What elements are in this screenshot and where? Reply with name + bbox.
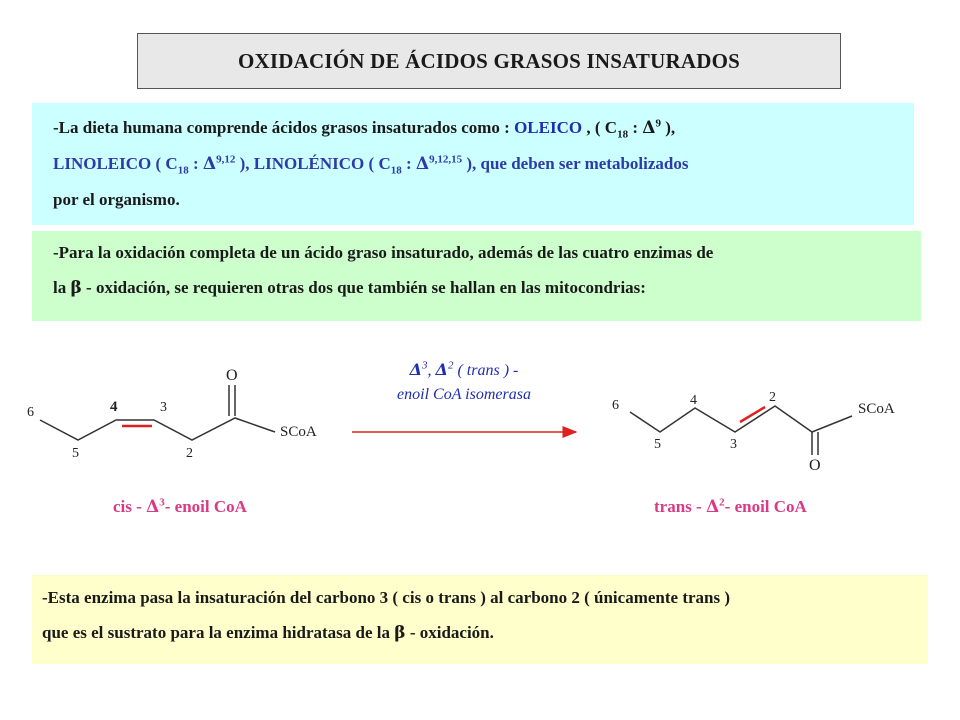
linolenico-label: LINOLÉNICO xyxy=(253,154,365,173)
oxidation-line-1: -Para la oxidación completa de un ácido graso insaturado, además de las cuatro enzimas de xyxy=(53,243,714,262)
left-molecule xyxy=(40,385,275,440)
right-atom-5: 5 xyxy=(654,437,661,452)
delta-symbol: Δ xyxy=(435,360,448,379)
right-atom-2: 2 xyxy=(769,390,776,405)
name-text: - enoil CoA xyxy=(164,497,247,516)
intro-text: : xyxy=(188,154,203,173)
oxidation-text: - oxidación, se requieren otras dos que también se hallan en las mitocondrias: xyxy=(81,278,646,297)
beta-symbol: β xyxy=(70,278,82,298)
subscript: 18 xyxy=(617,128,629,141)
left-atom-2: 2 xyxy=(186,446,193,461)
note-text: - oxidación. xyxy=(405,623,494,642)
delta-symbol: Δ xyxy=(415,154,430,174)
delta-symbol: Δ xyxy=(705,497,720,517)
subscript: 18 xyxy=(390,164,402,177)
right-atom-6: 6 xyxy=(612,398,619,413)
right-molecule-name xyxy=(654,497,807,517)
oxidation-panel xyxy=(32,231,921,321)
enzyme-text: ( trans ) - xyxy=(453,362,519,379)
superscript: 9 xyxy=(655,117,661,130)
note-line-1: -Esta enzima pasa la insaturación del carbono 3 ( cis o trans ) al carbono 2 ( únicamente trans ) xyxy=(42,588,731,607)
intro-line-2 xyxy=(53,146,906,182)
left-molecule-name xyxy=(113,497,247,517)
superscript: 2 xyxy=(447,359,454,372)
intro-line-3: por el organismo. xyxy=(53,190,180,209)
reaction-scheme xyxy=(0,320,960,570)
superscript: 9,12,15 xyxy=(429,153,463,166)
right-oxygen: O xyxy=(809,457,821,474)
intro-text: -La dieta humana comprende ácidos grasos insaturados como : xyxy=(53,118,515,137)
superscript: 3 xyxy=(422,359,428,372)
intro-line-1 xyxy=(53,110,906,146)
left-scoa: SCoA xyxy=(280,424,317,440)
name-text: - enoil CoA xyxy=(724,497,807,516)
enzyme-label-line-1 xyxy=(352,360,576,380)
right-atom-3: 3 xyxy=(730,437,737,452)
delta-symbol: Δ xyxy=(642,118,656,138)
delta-symbol: Δ xyxy=(409,360,423,379)
left-atom-4: 4 xyxy=(110,399,118,415)
enzyme-text: , xyxy=(427,362,436,379)
note-panel xyxy=(32,575,928,664)
right-molecule xyxy=(630,406,852,455)
intro-panel xyxy=(32,103,914,225)
subscript: 18 xyxy=(177,164,189,177)
left-atom-5: 5 xyxy=(72,446,79,461)
oleico-label: OLEICO xyxy=(514,118,583,137)
intro-text: : xyxy=(628,118,643,137)
intro-text: : xyxy=(401,154,416,173)
right-chain xyxy=(630,406,852,432)
intro-text: , ( C xyxy=(582,118,618,137)
enzyme-label-line-2: enoil CoA isomerasa xyxy=(397,386,531,403)
name-text: cis - xyxy=(113,497,147,516)
beta-symbol: β xyxy=(394,623,406,643)
left-atom-6: 6 xyxy=(27,405,34,420)
page-title: OXIDACIÓN DE ÁCIDOS GRASOS INSATURADOS xyxy=(238,48,740,73)
name-text: trans - xyxy=(654,497,706,516)
linoleico-label: LINOLEICO xyxy=(53,154,152,173)
left-oxygen: O xyxy=(226,367,238,384)
note-text: que es el sustrato para la enzima hidratasa de la xyxy=(42,623,395,642)
delta-symbol: Δ xyxy=(146,497,160,517)
oxidation-text: la xyxy=(53,278,71,297)
intro-text: ( C xyxy=(151,154,178,173)
title-box xyxy=(137,33,841,89)
superscript: 3 xyxy=(159,496,165,509)
intro-text: ), xyxy=(235,154,254,173)
superscript: 2 xyxy=(719,496,725,509)
left-chain xyxy=(40,418,275,440)
intro-text: ), que deben ser metabolizados xyxy=(462,154,689,173)
right-atom-4: 4 xyxy=(690,393,697,408)
delta-symbol: Δ xyxy=(202,154,217,174)
oxidation-line-2 xyxy=(53,270,913,306)
left-atom-3: 3 xyxy=(160,400,167,415)
note-line-2 xyxy=(42,615,920,651)
intro-text: ), xyxy=(660,118,676,137)
right-scoa: SCoA xyxy=(858,401,895,417)
superscript: 9,12 xyxy=(216,153,236,166)
intro-text: ( C xyxy=(364,154,391,173)
